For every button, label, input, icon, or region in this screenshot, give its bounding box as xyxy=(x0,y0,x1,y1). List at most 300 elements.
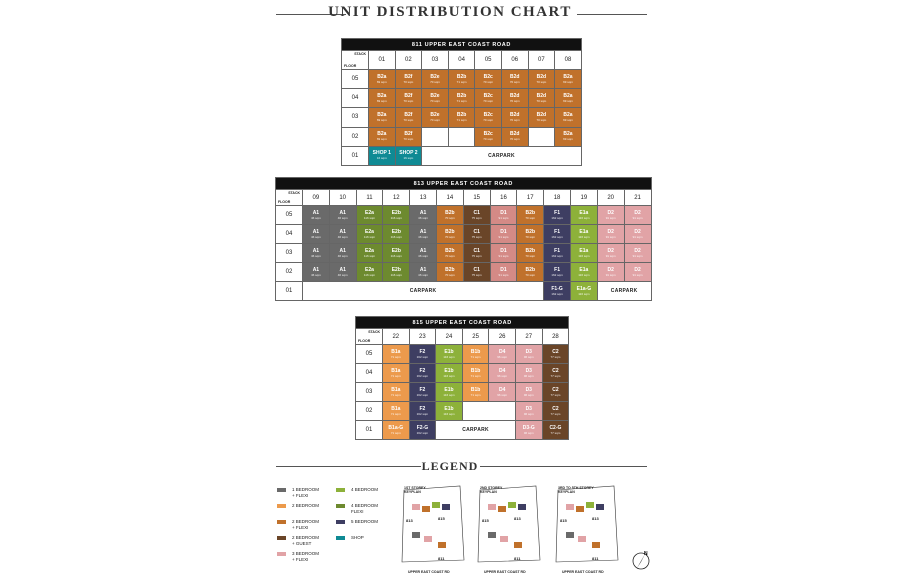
unit-area: 69 sqm xyxy=(563,79,573,84)
empty-cell xyxy=(448,127,475,146)
unit-cell xyxy=(356,225,383,244)
unit-cell xyxy=(570,225,597,244)
block-name: 813 UPPER EAST COAST ROAD xyxy=(276,178,652,190)
unit-cell xyxy=(490,206,517,225)
keyplan-block-label: 811 xyxy=(514,556,521,561)
stack-number: 23 xyxy=(409,329,436,345)
unit-type: B2b xyxy=(456,111,467,118)
stack-number: 09 xyxy=(303,190,330,206)
unit-cell xyxy=(436,383,463,402)
unit-area: 69 sqm xyxy=(376,79,387,84)
legend-label: 1 BEDROOM + FLEXI xyxy=(292,487,320,498)
legend-label: 2 BEDROOM + GUEST xyxy=(292,535,320,546)
unit-type: C2 xyxy=(552,386,559,393)
floor-row xyxy=(356,383,569,402)
stack-number: 21 xyxy=(624,190,651,206)
legend-label: 2 BEDROOM xyxy=(292,503,320,508)
unit-cell xyxy=(448,108,475,127)
keyplan xyxy=(398,484,468,574)
unit-cell xyxy=(475,108,502,127)
keyplan-site-icon xyxy=(552,484,622,566)
unit-area: 70 sqm xyxy=(444,234,455,239)
unit-area: 70 sqm xyxy=(444,215,455,220)
unit-area: 116 sqm xyxy=(390,215,402,220)
unit-area: 91 sqm xyxy=(605,234,616,239)
block-table xyxy=(341,38,582,166)
stack-label: STACK xyxy=(288,191,300,195)
floor-number: 05 xyxy=(276,206,303,225)
carpark-cell: CARPARK xyxy=(303,282,544,301)
unit-type: A1 xyxy=(339,266,346,273)
unit-area: 96 sqm xyxy=(497,373,508,378)
north-label: N xyxy=(644,551,648,557)
unit-type: B1b xyxy=(470,386,481,393)
unit-type: D1 xyxy=(500,247,507,254)
unit-area: 70 sqm xyxy=(509,79,520,84)
unit-type: A1 xyxy=(419,266,427,273)
unit-type: A1 xyxy=(312,209,320,216)
unit-area: 75 sqm xyxy=(471,215,482,220)
unit-cell xyxy=(462,383,489,402)
stack-label: STACK xyxy=(354,52,366,56)
floor-number: 04 xyxy=(276,225,303,244)
unit-type: D2 xyxy=(634,228,641,235)
floor-number: 02 xyxy=(342,127,369,146)
keyplan-block-label: 811 xyxy=(592,556,599,561)
unit-cell xyxy=(383,244,410,263)
unit-area: 46 sqm xyxy=(310,272,321,277)
unit-cell xyxy=(542,402,569,421)
unit-area: 91 sqm xyxy=(632,215,643,220)
unit-type: A1 xyxy=(339,209,346,216)
stack-number: 24 xyxy=(436,329,463,345)
unit-cell xyxy=(448,89,475,108)
unit-area: 96 sqm xyxy=(523,430,534,435)
unit-type: B2b xyxy=(456,73,467,80)
unit-cell xyxy=(356,244,383,263)
unit-cell xyxy=(515,364,542,383)
unit-cell xyxy=(597,206,624,225)
unit-cell xyxy=(329,206,356,225)
unit-area: 70 sqm xyxy=(430,79,440,84)
floor-row xyxy=(356,421,569,440)
page-title: UNIT DISTRIBUTION CHART xyxy=(328,4,572,20)
unit-type: D3 xyxy=(525,386,532,393)
unit-cell xyxy=(528,89,555,108)
unit-area: 16 sqm xyxy=(403,156,414,161)
unit-type: A1 xyxy=(312,247,320,254)
unit-area: 71 sqm xyxy=(390,392,401,397)
unit-cell xyxy=(463,225,490,244)
legend-swatch xyxy=(277,552,286,556)
floor-label: FLOOR xyxy=(358,339,371,343)
unit-type: B2c xyxy=(483,131,493,138)
unit-area: 116 sqm xyxy=(363,253,376,258)
unit-area: 91 sqm xyxy=(605,272,616,277)
unit-type: SHOP 2 xyxy=(399,150,418,157)
unit-type: E2a xyxy=(365,247,374,254)
legend-swatch xyxy=(336,520,345,524)
unit-area: 116 sqm xyxy=(443,411,455,416)
unit-area: 69 sqm xyxy=(376,117,387,122)
unit-cell xyxy=(410,206,437,225)
unit-area: 46 sqm xyxy=(310,253,321,258)
unit-type: B2b xyxy=(525,228,535,235)
unit-cell xyxy=(409,383,436,402)
unit-type: A1 xyxy=(312,228,320,235)
unit-cell xyxy=(436,244,463,263)
unit-area: 77 sqm xyxy=(550,373,561,378)
stack-number: 06 xyxy=(501,51,528,70)
unit-cell xyxy=(383,364,410,383)
unit-type: B2f xyxy=(404,92,413,99)
unit-cell xyxy=(356,263,383,282)
empty-cell xyxy=(528,127,555,146)
unit-type: E1b xyxy=(444,348,454,355)
unit-type: B2d xyxy=(510,111,520,118)
unit-type: B2d xyxy=(510,92,520,99)
keyplan-title: 1ST STOREY KEYPLAN xyxy=(404,486,426,494)
unit-type: A1 xyxy=(419,209,427,216)
unit-cell xyxy=(422,70,449,89)
unit-area: 71 sqm xyxy=(390,430,401,435)
legend-label: 2 BEDROOM + FLEXI xyxy=(292,519,320,530)
legend-swatch xyxy=(336,488,345,492)
unit-cell xyxy=(383,383,410,402)
unit-cell xyxy=(436,263,463,282)
unit-type: B2a xyxy=(563,111,573,118)
unit-type: D3 xyxy=(525,367,532,374)
unit-area: 69 sqm xyxy=(563,117,573,122)
keyplan-block-label: 815 xyxy=(482,518,489,523)
unit-area: 96 sqm xyxy=(523,354,534,359)
unit-cell xyxy=(544,244,571,263)
unit-area: 96 sqm xyxy=(523,411,534,416)
legend-label: 5 BEDROOM xyxy=(351,519,379,524)
unit-cell xyxy=(475,127,502,146)
legend-swatch xyxy=(277,504,286,508)
unit-area: 96 sqm xyxy=(497,392,508,397)
unit-cell xyxy=(544,263,571,282)
keyplan-block-label: 815 xyxy=(560,518,567,523)
carpark-cell: CARPARK xyxy=(422,146,582,165)
unit-type: D4 xyxy=(498,386,506,393)
unit-cell xyxy=(597,263,624,282)
stack-number: 16 xyxy=(490,190,517,206)
floor-number: 05 xyxy=(356,345,383,364)
stack-number: 14 xyxy=(436,190,463,206)
unit-area: 70 sqm xyxy=(483,98,494,103)
unit-cell xyxy=(501,108,528,127)
unit-area: 75 sqm xyxy=(471,272,482,277)
keyplan-block-label: 813 xyxy=(406,518,413,523)
unit-type: D2 xyxy=(607,266,614,273)
unit-type: D2 xyxy=(634,209,641,216)
unit-type: B2b xyxy=(445,247,455,254)
stack-number: 28 xyxy=(542,329,569,345)
unit-area: 116 sqm xyxy=(578,253,590,258)
unit-cell xyxy=(422,108,449,127)
unit-cell xyxy=(422,89,449,108)
keyplan-site-icon xyxy=(398,484,468,566)
unit-area: 162 sqm xyxy=(416,373,429,378)
unit-area: 46 sqm xyxy=(337,234,348,239)
unit-type: D4 xyxy=(498,367,506,374)
unit-cell xyxy=(515,402,542,421)
unit-area: 91 sqm xyxy=(632,234,643,239)
stack-number: 08 xyxy=(555,51,582,70)
unit-cell xyxy=(542,421,569,440)
stack-number: 03 xyxy=(422,51,449,70)
unit-area: 116 sqm xyxy=(443,392,455,397)
floor-number: 01 xyxy=(342,146,369,165)
unit-cell xyxy=(395,70,422,89)
unit-cell xyxy=(501,70,528,89)
unit-type: E1a xyxy=(579,247,589,254)
unit-area: 116 sqm xyxy=(363,215,376,220)
unit-type: C1 xyxy=(473,247,480,254)
floor-number: 02 xyxy=(356,402,383,421)
floor-row xyxy=(276,225,652,244)
unit-cell xyxy=(410,263,437,282)
unit-area: 77 sqm xyxy=(550,392,561,397)
unit-cell xyxy=(383,263,410,282)
floor-number: 05 xyxy=(342,70,369,89)
unit-cell xyxy=(490,263,517,282)
legend-swatch xyxy=(336,504,345,508)
unit-area: 162 sqm xyxy=(416,430,429,435)
unit-cell xyxy=(383,206,410,225)
unit-area: 70 sqm xyxy=(483,137,494,142)
empty-cell xyxy=(422,127,449,146)
unit-cell xyxy=(463,244,490,263)
unit-type: E1b xyxy=(444,386,454,393)
legend-swatch xyxy=(336,536,345,540)
unit-cell xyxy=(475,89,502,108)
keyplan-title: 2ND STOREY KEYPLAN xyxy=(480,486,503,494)
stack-number: 13 xyxy=(410,190,437,206)
unit-type: SHOP 1 xyxy=(372,150,391,157)
stack-number: 07 xyxy=(528,51,555,70)
north-arrow-icon xyxy=(629,548,653,572)
unit-area: 91 sqm xyxy=(605,215,616,220)
unit-area: 162 sqm xyxy=(551,234,563,239)
block-table xyxy=(355,316,569,440)
unit-cell xyxy=(303,206,330,225)
unit-cell xyxy=(410,225,437,244)
unit-cell xyxy=(570,206,597,225)
unit-type: B2d xyxy=(536,92,547,99)
unit-cell xyxy=(369,108,396,127)
unit-type: D3-G xyxy=(522,424,535,431)
floor-row xyxy=(356,364,569,383)
unit-type: D2 xyxy=(607,247,614,254)
unit-cell xyxy=(463,206,490,225)
unit-type: F1 xyxy=(554,228,560,235)
unit-cell xyxy=(515,345,542,364)
stack-number: 25 xyxy=(462,329,489,345)
stack-number: 12 xyxy=(383,190,410,206)
unit-cell xyxy=(383,421,410,440)
unit-type: C2-G xyxy=(549,424,562,431)
unit-type: B2a xyxy=(377,131,387,138)
unit-area: 116 sqm xyxy=(578,215,590,220)
unit-area: 77 sqm xyxy=(550,354,561,359)
unit-area: 70 sqm xyxy=(525,215,536,220)
unit-type: B1b xyxy=(470,348,481,355)
keyplan-block-label: 813 xyxy=(592,516,599,521)
unit-type: E1a-G xyxy=(576,285,592,292)
legend-swatch xyxy=(277,488,286,492)
keyplan-title: 3RD TO 5TH STOREY KEYPLAN xyxy=(558,486,594,494)
block-name: 811 UPPER EAST COAST ROAD xyxy=(342,39,582,51)
unit-area: 75 sqm xyxy=(471,253,482,258)
unit-type: B2d xyxy=(536,73,547,80)
unit-cell xyxy=(436,402,463,421)
floor-row xyxy=(276,244,652,263)
unit-cell xyxy=(515,421,542,440)
unit-type: D1 xyxy=(500,228,507,235)
unit-cell xyxy=(489,383,516,402)
unit-cell xyxy=(528,108,555,127)
keyplan xyxy=(552,484,622,574)
unit-type: B2a xyxy=(377,111,387,118)
unit-area: 70 sqm xyxy=(483,117,494,122)
unit-type: D2 xyxy=(634,266,641,273)
title-bar xyxy=(0,4,900,22)
unit-cell xyxy=(303,244,330,263)
unit-type: B2e xyxy=(430,111,440,118)
carpark-cell: CARPARK xyxy=(597,282,651,301)
unit-area: 71 sqm xyxy=(470,373,481,378)
unit-cell xyxy=(448,70,475,89)
unit-area: 70 sqm xyxy=(536,98,547,103)
floor-row xyxy=(342,146,582,165)
unit-type: D4 xyxy=(498,348,506,355)
legend-title: LEGEND xyxy=(421,459,479,473)
unit-area: 46 sqm xyxy=(310,234,321,239)
legend-rule-right xyxy=(480,466,647,467)
unit-type: E2b xyxy=(391,209,401,216)
legend-label: SHOP xyxy=(351,535,364,540)
stack-floor-corner xyxy=(356,329,383,345)
unit-type: F2 xyxy=(419,405,426,412)
unit-area: 96 sqm xyxy=(523,392,534,397)
unit-type: D3 xyxy=(525,405,532,412)
floor-row xyxy=(276,282,652,301)
floor-row xyxy=(276,263,652,282)
unit-type: C2 xyxy=(552,405,559,412)
unit-type: E1b xyxy=(444,367,454,374)
unit-cell xyxy=(490,244,517,263)
unit-area: 16 sqm xyxy=(376,156,387,161)
unit-cell xyxy=(555,108,582,127)
unit-area: 71 sqm xyxy=(456,117,467,122)
unit-type: B2e xyxy=(430,73,440,80)
floor-number: 01 xyxy=(356,421,383,440)
unit-area: 70 sqm xyxy=(536,117,547,122)
unit-type: E2b xyxy=(391,228,401,235)
unit-cell xyxy=(490,225,517,244)
title-rule-right xyxy=(577,14,647,15)
unit-type: D1 xyxy=(500,209,507,216)
unit-cell xyxy=(395,89,422,108)
floor-number: 04 xyxy=(342,89,369,108)
unit-area: 70 sqm xyxy=(536,79,547,84)
floor-row xyxy=(342,89,582,108)
unit-type: B2b xyxy=(525,247,535,254)
unit-cell xyxy=(369,89,396,108)
unit-type: B2a xyxy=(563,73,573,80)
unit-type: C2 xyxy=(552,348,559,355)
unit-type: B2b xyxy=(525,266,535,273)
keyplan-road-label: UPPER EAST COAST RD xyxy=(408,570,450,574)
unit-area: 71 sqm xyxy=(390,354,401,359)
unit-cell xyxy=(555,70,582,89)
unit-type: A1 xyxy=(419,247,427,254)
unit-area: 116 sqm xyxy=(363,272,376,277)
unit-type: E1a xyxy=(579,266,589,273)
unit-area: 91 sqm xyxy=(498,253,509,258)
keyplan-road-label: UPPER EAST COAST RD xyxy=(562,570,604,574)
floor-label: FLOOR xyxy=(278,200,291,204)
unit-type: B2b xyxy=(445,228,455,235)
keyplan-site-icon xyxy=(474,484,544,566)
unit-cell xyxy=(356,206,383,225)
unit-type: B2a xyxy=(377,73,387,80)
legend-swatch xyxy=(277,536,286,540)
unit-area: 46 sqm xyxy=(310,215,321,220)
unit-cell xyxy=(383,345,410,364)
stack-floor-corner xyxy=(342,51,369,70)
floor-number: 03 xyxy=(276,244,303,263)
unit-cell xyxy=(436,345,463,364)
unit-area: 70 sqm xyxy=(525,234,536,239)
floor-number: 03 xyxy=(342,108,369,127)
unit-type: B2c xyxy=(483,92,493,99)
unit-cell xyxy=(395,127,422,146)
unit-cell xyxy=(542,364,569,383)
unit-area: 116 sqm xyxy=(578,234,590,239)
unit-type: B1a xyxy=(391,405,401,412)
unit-cell xyxy=(517,263,544,282)
stack-number: 05 xyxy=(475,51,502,70)
unit-area: 70 sqm xyxy=(430,98,440,103)
unit-cell xyxy=(544,225,571,244)
unit-area: 162 sqm xyxy=(416,392,429,397)
keyplan-road-label: UPPER EAST COAST RD xyxy=(484,570,526,574)
unit-type: E1b xyxy=(444,405,454,412)
unit-area: 116 sqm xyxy=(578,272,590,277)
unit-type: B2e xyxy=(430,92,440,99)
unit-area: 75 sqm xyxy=(471,234,482,239)
floor-row xyxy=(342,108,582,127)
unit-type: B2b xyxy=(456,92,467,99)
unit-area: 96 sqm xyxy=(523,373,534,378)
floor-number: 03 xyxy=(356,383,383,402)
unit-type: B2c xyxy=(483,111,493,118)
floor-number: 02 xyxy=(276,263,303,282)
unit-cell xyxy=(597,244,624,263)
unit-type: D2 xyxy=(607,209,614,216)
unit-area: 91 sqm xyxy=(605,253,616,258)
unit-area: 71 sqm xyxy=(456,98,467,103)
unit-type: D3 xyxy=(525,348,532,355)
stack-number: 11 xyxy=(356,190,383,206)
unit-area: 91 sqm xyxy=(632,253,643,258)
unit-cell xyxy=(501,127,528,146)
unit-type: B1a xyxy=(391,367,401,374)
